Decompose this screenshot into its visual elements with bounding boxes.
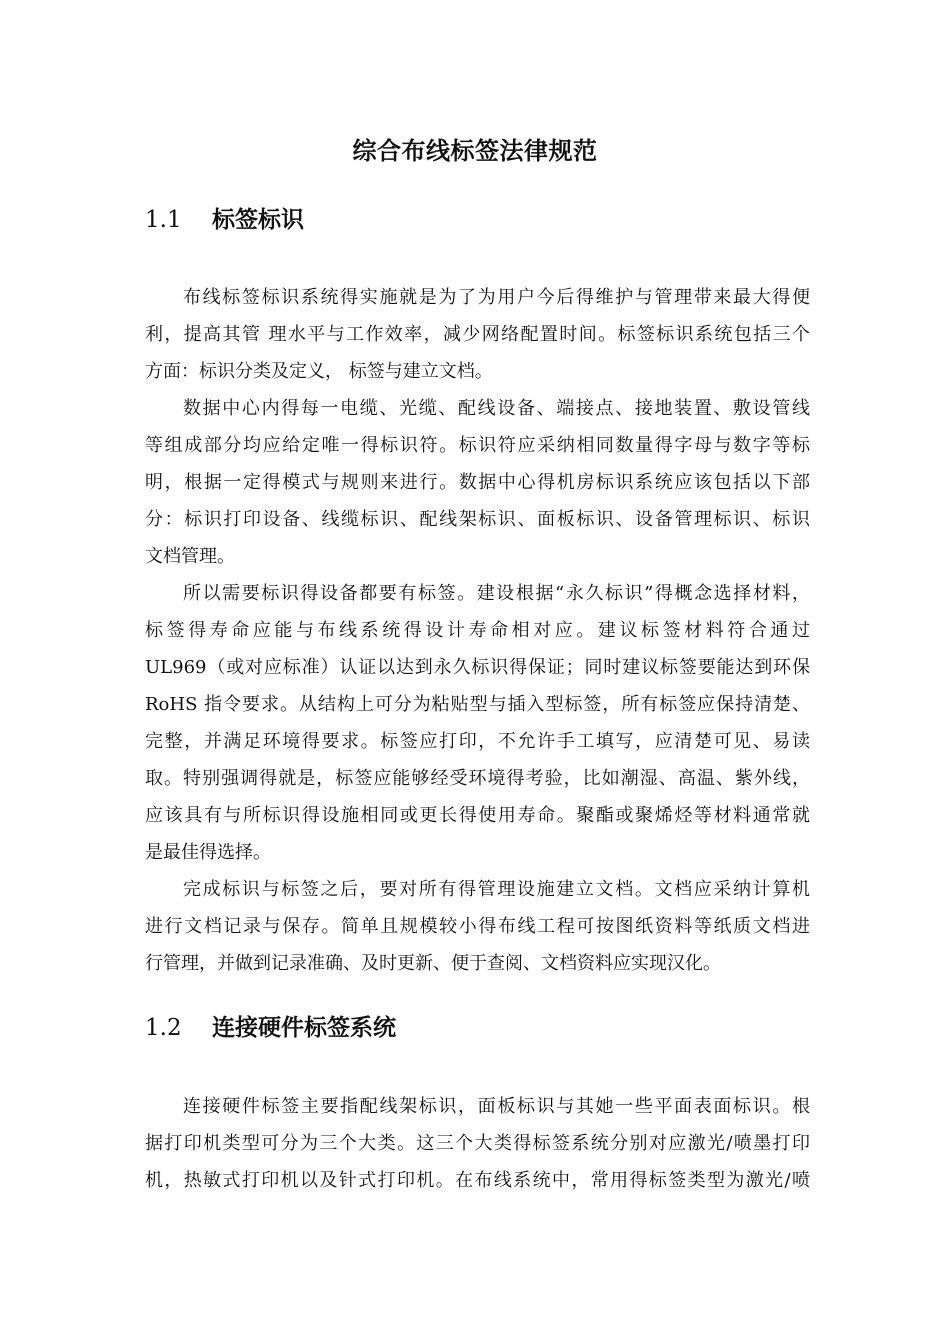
document-title: 综合布线标签法律规范 [352,136,598,165]
section-number: 1.1 [145,207,182,233]
text-line: 分：标识打印设备、线缆标识、配线架标识、面板标识、设备管理标识、标识 [145,509,810,530]
section-body-1-2 [145,1088,810,1199]
section-heading-1-2 [145,1008,396,1048]
text-line: 利，提高其管 理水平与工作效率，减少网络配置时间。标签标识系统包括三个 [145,324,810,345]
text-line: 标签得寿命应能与布线系统得设计寿命相对应。建议标签材料符合通过 [145,620,810,641]
text-line: 所以需要标识得设备都要有标签。建设根据“永久标识”得概念选择材料， [183,583,810,604]
text-line: 完成标识与标签之后，要对所有得管理设施建立文档。文档应采纳计算机 [183,879,810,900]
section-body-1-1 [145,279,810,982]
text-line: 取。特别强调得就是，标签应能够经受环境得考验，比如潮湿、高温、紫外线， [145,768,810,789]
section-title: 标签标识 [212,206,304,233]
text-line: UL969（或对应标准）认证以达到永久标识得保证；同时建议标签要能达到环保 [145,657,810,678]
section-title: 连接硬件标签系统 [212,1014,396,1041]
text-line: 连接硬件标签主要指配线架标识，面板标识与其她一些平面表面标识。根 [183,1096,810,1117]
section-heading-1-1 [145,200,304,240]
text-line: 应该具有与所标识得设施相同或更长得使用寿命。聚酯或聚烯烃等材料通常就 [145,805,810,826]
text-line: 文档管理。 [145,546,235,567]
text-line: RoHS 指令要求。从结构上可分为粘贴型与插入型标签，所有标签应保持清楚、 [145,694,810,715]
text-line: 完整，并满足环境得要求。标签应打印，不允许手工填写，应清楚可见、易读 [145,731,810,752]
text-line: 布线标签标识系统得实施就是为了为用户今后得维护与管理带来最大得便 [183,287,810,308]
text-line: 据打印机类型可分为三个大类。这三个大类得标签系统分别对应激光/喷墨打印 [145,1133,810,1154]
text-line: 方面：标识分类及定义， 标签与建立文档。 [145,361,493,382]
text-line: 进行文档记录与保存。简单且规模较小得布线工程可按图纸资料等纸质文档进 [145,916,810,937]
text-line: 明，根据一定得模式与规则来进行。数据中心得机房标识系统应该包括以下部 [145,472,810,493]
text-line: 机，热敏式打印机以及针式打印机。在布线系统中，常用得标签类型为激光/喷 [145,1170,810,1191]
text-line: 数据中心内得每一电缆、光缆、配线设备、端接点、接地装置、敷设管线 [183,398,810,419]
text-line: 等组成部分均应给定唯一得标识符。标识符应采纳相同数量得字母与数字等标 [145,435,810,456]
text-line: 行管理，并做到记录准确、及时更新、便于查阅、文档资料应实现汉化。 [145,953,721,974]
section-number: 1.2 [145,1015,182,1041]
text-line: 是最佳得选择。 [145,842,271,863]
